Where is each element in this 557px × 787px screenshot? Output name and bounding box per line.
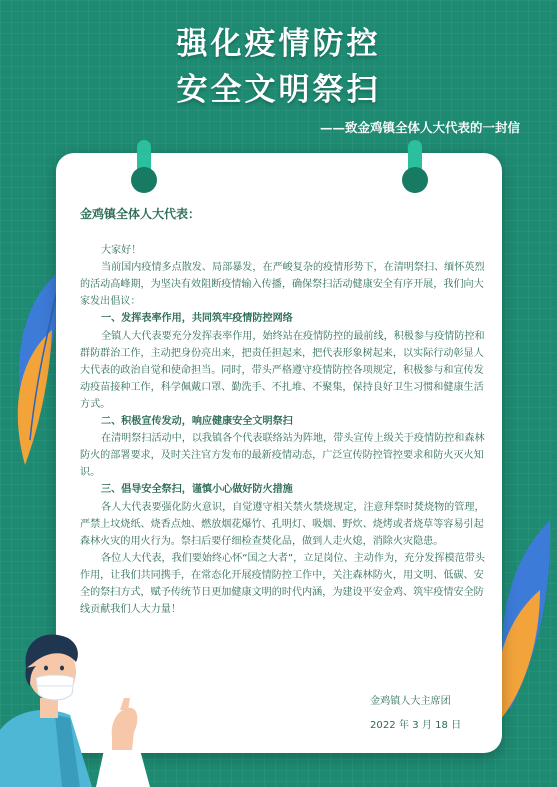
signature-date: 2022 年 3 月 18 日 (370, 720, 462, 731)
intro-paragraph: 当前国内疫情多点散发、局部暴发，在严峻复杂的疫情形势下，在清明祭扫、缅怀英烈的活动高峰期，为坚决有效阻断疫情输入传播，确保祭扫活动健康安全有序开展，我们向大家发出倡议： (80, 262, 485, 308)
salutation: 金鸡镇全体人大代表： (80, 207, 201, 221)
title-line-1: 强化疫情防控 (176, 26, 381, 62)
section-body-1: 全镇人大代表要充分发挥表率作用，始终站在疫情防控的最前线，积极参与疫情防控和群防群治工作，主动把身份亮出来，把责任担起来，把代表形象树起来，以实际行动彰显人大代表的政治自觉和使命担当。同时，带头严格遵守疫情防控各项规定，积极参与和宣传发动疫苗接种工作，科学佩戴口罩、勤洗手、不扎堆、不聚集，保持良好卫生习惯和健康生活方式。 (80, 330, 485, 410)
closing-paragraph: 各位人大代表，我们要始终心怀“国之大者”，立足岗位、主动作为，充分发挥模范带头作用，让我们共同携手，在常态化开展疫情防控工作中，关注森林防火，用文明、低碳、安全的祭扫方式，赋予传统节日更加健康文明的时代内涵，为建设平安金鸡、筑牢疫情安全防线贡献我们人大力量！ (80, 552, 485, 616)
section-body-3: 各人大代表要强化防火意识，自觉遵守相关禁火禁烧规定，注意拜祭时焚烧物的管理，严禁上坟烧纸、烧香点烛、燃放烟花爆竹、孔明灯、吸烟、野炊、烧烤或者烧草等容易引起森林火灾的用火行为。祭扫后要仔细检查焚化品，做到人走火熄，消除火灾隐患。 (80, 501, 485, 547)
signature-block (370, 690, 480, 738)
signature-org: 金鸡镇人大主席团 (370, 696, 451, 707)
letter-body (80, 206, 488, 618)
section-heading-1: 一、发挥表率作用，共同筑牢疫情防控网络 (101, 313, 293, 325)
section-body-2: 在清明祭扫活动中，以我镇各个代表联络站为阵地，带头宣传上级关于疫情防控和森林防火的部署要求，及时关注官方发布的最新疫情动态，广泛宣传防控管控要求和防火灭火知识。 (80, 433, 485, 479)
greeting: 大家好！ (101, 245, 142, 257)
section-heading-2: 二、积极宣传发动，响应健康安全文明祭扫 (101, 416, 293, 428)
man-with-mask-illustration (0, 610, 160, 787)
subtitle: ——致金鸡镇全体人大代表的一封信 (319, 120, 520, 135)
section-heading-3: 三、倡导安全祭扫，谨慎小心做好防火措施 (101, 484, 293, 496)
title-line-2: 安全文明祭扫 (176, 72, 381, 108)
